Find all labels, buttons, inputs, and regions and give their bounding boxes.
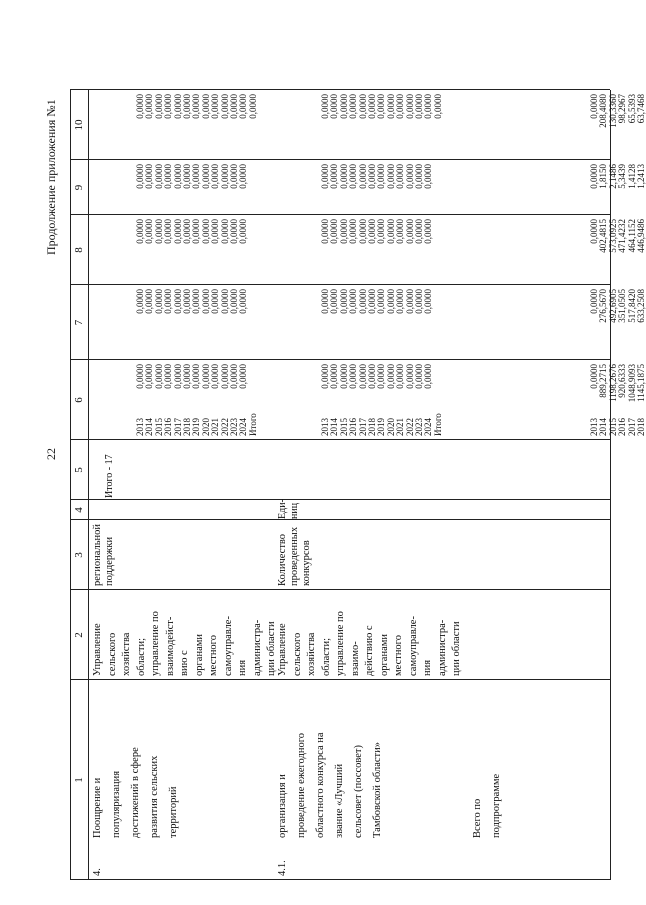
values-c7: 0,0000 0,0000 0,0000 0,0000 0,0000 0,0000 0,0000 0,0000 0,0000 0,0000 0,0000 0,0000 <box>135 289 249 314</box>
column-divider <box>70 284 610 285</box>
year-list: 2013 2014 2015 2016 2017 2018 <box>589 418 646 436</box>
executor-line: администра- <box>251 619 263 676</box>
executor-line: администра- <box>436 619 448 676</box>
executor-line: области; <box>135 637 147 676</box>
executor-line: сельского <box>106 632 118 676</box>
values-c6: 0,0000 0,0000 0,0000 0,0000 0,0000 0,0000 0,0000 0,0000 0,0000 0,0000 0,0000 0,0000 <box>135 364 249 389</box>
row-name-line: Тамбовской области» <box>372 741 383 838</box>
column-header-2: 2 <box>73 632 85 638</box>
row-name-line: достижений в сфере <box>130 747 141 838</box>
values-c9: 0,0000 1,8150 2,1486 5,3439 1,4128 1,2413 <box>589 164 646 189</box>
indicator-line: поддержки <box>104 536 115 586</box>
column-header-5: 5 <box>73 467 85 473</box>
column-divider <box>70 499 610 500</box>
executor-line: области; <box>320 637 332 676</box>
executor-line: местного <box>208 635 219 676</box>
column-divider <box>70 679 610 680</box>
column-divider <box>70 159 610 160</box>
continuation-title: Продолжение приложения №1 <box>44 99 58 255</box>
column-divider <box>70 519 610 520</box>
data-table <box>70 30 646 880</box>
column-header-7: 7 <box>73 319 85 326</box>
indicator-line: конкурсов <box>301 540 312 586</box>
column-divider <box>70 89 610 90</box>
row-name-line: организация и <box>277 774 288 838</box>
row-name-line: звание «Лучший <box>334 763 345 838</box>
row-name-line: популяризация <box>111 770 122 838</box>
column-divider <box>70 214 610 215</box>
executor-line: ции области <box>266 621 277 676</box>
column-divider <box>70 439 610 440</box>
column-divider <box>70 879 610 880</box>
column-header-1: 1 <box>73 777 85 783</box>
rotated-document <box>40 30 646 880</box>
column-header-8: 8 <box>73 247 85 253</box>
row-number: 4.1. <box>277 860 288 876</box>
values-c10: 0,0000 208,4080 130,3360 98,2967 65,5393 63,7468 <box>589 94 646 128</box>
executor-line: местного <box>393 635 404 676</box>
header-bottom-border <box>88 90 89 880</box>
year-list: 2013 2014 2015 2016 2017 2018 2019 2020 2021 2022 2023 2024 Итого <box>320 413 443 436</box>
executor-line: вию с <box>179 650 190 676</box>
executor-line: действию с <box>364 625 375 676</box>
values-c10: 0,0000 0,0000 0,0000 0,0000 0,0000 0,0000 0,0000 0,0000 0,0000 0,0000 0,0000 0,0000 0,0000 <box>320 94 443 119</box>
column-divider <box>70 359 610 360</box>
row-name-line: подпрограмме <box>491 773 502 838</box>
values-c9: 0,0000 0,0000 0,0000 0,0000 0,0000 0,0000 0,0000 0,0000 0,0000 0,0000 0,0000 0,0000 <box>135 164 249 189</box>
values-c8: 0,0000 402,4815 573,0925 471,4232 464,1152 446,9486 <box>589 219 646 253</box>
indicator-line: Количество <box>277 533 288 586</box>
values-c8: 0,0000 0,0000 0,0000 0,0000 0,0000 0,0000 0,0000 0,0000 0,0000 0,0000 0,0000 0,0000 <box>135 219 249 244</box>
values-c10: 0,0000 0,0000 0,0000 0,0000 0,0000 0,0000 0,0000 0,0000 0,0000 0,0000 0,0000 0,0000 0,0000 <box>135 94 258 119</box>
column-header-3: 3 <box>73 552 85 558</box>
table-top-border <box>70 90 71 880</box>
row-name-line: Всего по <box>472 798 483 838</box>
row-name-line: Поощрение и <box>92 777 103 838</box>
values-c6: 0,0000 0,0000 0,0000 0,0000 0,0000 0,0000 0,0000 0,0000 0,0000 0,0000 0,0000 0,0000 <box>320 364 434 389</box>
unit-line: Еди- <box>277 499 288 519</box>
values-c6: 0,0000 889,2715 1198,2676 920,6333 1048,9093 1145,1875 <box>589 364 646 403</box>
row-name-line: областного конкурса на <box>315 732 326 838</box>
executor-line: самоуправле- <box>407 616 419 676</box>
row-name-line: проведение ежегодного <box>296 733 307 838</box>
executor-line: Управление <box>277 623 288 676</box>
page-number: 22 <box>44 448 58 460</box>
executor-line: управление по <box>335 611 346 676</box>
executor-line: управление по <box>150 611 161 676</box>
executor-line: ния <box>422 659 433 676</box>
column-header-6: 6 <box>73 397 85 403</box>
values-c8: 0,0000 0,0000 0,0000 0,0000 0,0000 0,0000 0,0000 0,0000 0,0000 0,0000 0,0000 0,0000 <box>320 219 434 244</box>
values-c9: 0,0000 0,0000 0,0000 0,0000 0,0000 0,0000 0,0000 0,0000 0,0000 0,0000 0,0000 0,0000 <box>320 164 434 189</box>
values-c7: 0,0000 0,0000 0,0000 0,0000 0,0000 0,0000 0,0000 0,0000 0,0000 0,0000 0,0000 0,0000 <box>320 289 434 314</box>
row-name-line: развития сельских <box>149 755 160 838</box>
column-header-9: 9 <box>73 184 85 191</box>
column-divider <box>70 589 610 590</box>
executor-line: самоуправле- <box>222 616 234 676</box>
executor-line: взаимодейст- <box>164 616 176 676</box>
executor-line: органами <box>193 633 205 676</box>
executor-line: ции области <box>451 621 462 676</box>
executor-line: взаимо- <box>349 641 361 676</box>
row-name-line: сельсовет (поссовет) <box>353 745 364 838</box>
executor-line: Управление <box>92 623 103 676</box>
executor-line: ния <box>237 659 248 676</box>
row-note: Итого - 17 <box>104 454 115 498</box>
year-list: 2013 2014 2015 2016 2017 2018 2019 2020 2021 2022 2023 2024 Итого <box>135 413 258 436</box>
column-header-4: 4 <box>73 507 85 513</box>
executor-line: хозяйства <box>306 632 317 676</box>
unit-line: ниц <box>289 502 300 519</box>
indicator-line: региональной <box>92 524 103 586</box>
values-c7: 0,0000 276,5670 492,6905 351,0505 517,8420 633,2508 <box>589 289 646 323</box>
row-name-line: территорий <box>168 786 179 838</box>
column-header-10: 10 <box>73 119 85 131</box>
executor-line: хозяйства <box>121 632 132 676</box>
executor-line: сельского <box>291 632 303 676</box>
indicator-line: проведенных <box>289 526 300 586</box>
row-number: 4. <box>92 868 103 876</box>
executor-line: органами <box>378 633 390 676</box>
